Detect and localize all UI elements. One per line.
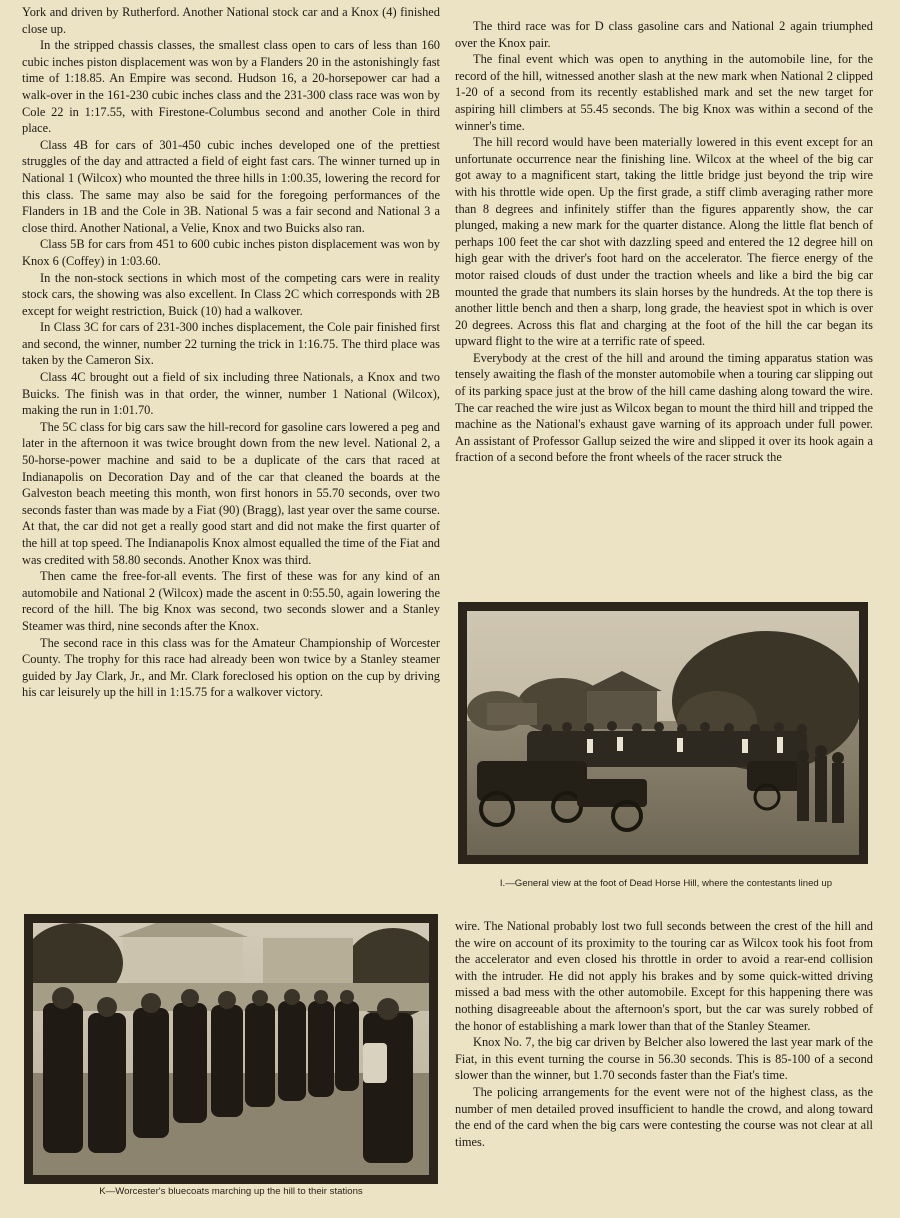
- paragraph: In the stripped chassis classes, the smallest class open to cars of less than 160 cubic inches piston displacement was won by a Flanders 20 in the astonishingly fast time of 1:18.85. An Empire was second. Hudson 16, a 20-horsepower car had a walk-over in the 161-230 cubic inches class and the 231-300 class race was won by Cole 22 in 1:17.55, with Firestone-Columbus second and another Cole in third place.: [22, 38, 440, 136]
- paragraph: In the non-stock sections in which most of the competing cars were in reality stock cars, the showing was also excellent. In Class 2C which corresponds with 2B except for weight restriction, Buick (10) had a walkover.: [22, 270, 440, 318]
- figure-2-photo: [24, 914, 438, 1184]
- paragraph: The second race in this class was for the Amateur Championship of Worcester County. The trophy for this race had already been won twice by a Stanley steamer guided by Jay Clark, Jr., and Mr. Clark foreclosed his option on the cup by driving his car leisurely up the hill in 1:15.75 for a walkover victory.: [22, 635, 440, 700]
- paragraph: The hill record would have been materially lowered in this event except for an unfortunate occurrence near the finishing line. Wilcox at the wheel of the big car got away to a magnificent start, taking the little bridge just beyond the trip wire with his throttle wide open. Up the first grade, a stiff climb averaging rather more than 8 degrees and infinitely stiffer than the figures apparently show, the car plunged, making a new mark for the quarter distance. Along the little flat bench of perhaps 100 feet the car shot with dazzling speed and entered the 12 degree hill on high gear with the driver's foot hard on the accelerator. The fierce energy of the motor raised clouds of dust under the traction wheels and like a bird the big car mounted the grade that numbers its slain horses by the hundreds. At the top there is another little bench and then a sharp, long grade, the heaviest spot in which is over 20 degrees. Across this flat and charging at the foot of the hill the car began its upward flight to the wire at a terrific rate of speed.: [455, 135, 873, 349]
- right-column-text-bottom: [455, 918, 873, 1150]
- paragraph: In Class 3C for cars of 231-300 inches displacement, the Cole pair finished first and second, the winner, number 22 turning the trick in 1:16.75. The third place was taken by the Cameron Six.: [22, 320, 440, 368]
- figure-2-caption: K—Worcester's bluecoats marching up the hill to their stations: [99, 1186, 363, 1197]
- paragraph: The policing arrangements for the event were not of the highest class, as the number of men detailed proved insufficient to handle the crowd, and along toward the end of the card when the big cars were contesting the course was not clear at all times.: [455, 1084, 873, 1149]
- paragraph: Class 4B for cars of 301-450 cubic inches developed one of the prettiest struggles of the day and attracted a field of eight fast cars. The winner turned up in National 1 (Wilcox) who mounted the three hills in 1:00.35, lowering the record for this class. The same may also be said for the foregoing performances of the Flanders in 1B and the Cole in 3B. National 5 was a fair second and National 3 a close third. Another National, a Velie, Knox and two Buicks also ran.: [22, 137, 440, 235]
- paragraph: Class 4C brought out a field of six including three Nationals, a Knox and two Buicks. The finish was in that order, the winner, number 1 National (Wilcox), making the run in 1:01.70.: [22, 370, 440, 418]
- paragraph: The 5C class for big cars saw the hill-record for gasoline cars lowered a peg and later in the afternoon it was twice brought down from the new level. National 2, a 50-horse-power machine and said to be a duplicate of the cars that raced at Indianapolis on Decoration Day and of the car that cleaned the boards at the Galveston beach meeting this month, won first honors in 55.70 seconds, over two seconds faster than was made by a Fiat (90) (Bragg), last year over the same course. At that, the car did not get a really good start and did not make the first quarter of the hill at top speed. The Indianapolis Knox almost equalled the time of the Fiat and was credited with 58.80 seconds. Another Knox was third.: [22, 419, 440, 567]
- paragraph: Class 5B for cars from 451 to 600 cubic inches piston displacement was won by Knox 6 (Coffey) in 1:03.60.: [22, 237, 440, 268]
- hill-crowd-photo: [467, 611, 859, 855]
- paragraph: Then came the free-for-all events. The first of these was for any kind of an automobile and National 2 (Wilcox) made the ascent in 0:55.50, again lowering the record of the hill. The big Knox was second, two seconds slower and a Stanley Steamer was third, nine seconds after the Knox.: [22, 569, 440, 633]
- paragraph: York and driven by Rutherford. Another National stock car and a Knox (4) finished close up.: [22, 5, 440, 36]
- figure-1-photo: [458, 602, 868, 864]
- police-march-photo: [33, 923, 429, 1175]
- paragraph: Knox No. 7, the big car driven by Belcher also lowered the last year mark of the Fiat, in this event turning the course in 56.30 seconds. This is 85-100 of a second slower than the winner, but 1.70 seconds faster than the Fiat's time.: [455, 1035, 873, 1083]
- left-column-text: [22, 4, 440, 701]
- figure-1-caption: I.—General view at the foot of Dead Horse Hill, where the contestants lined up: [499, 878, 833, 889]
- paragraph: The final event which was open to anything in the automobile line, for the record of the hill, witnessed another slash at the new mark when National 2 clipped 1-20 of a second from its recently established mark and set the new target for aspiring hill climbers at 55.45 seconds. The big Knox was within a second of the winner's time.: [455, 52, 873, 133]
- right-column-text-top: [455, 18, 873, 466]
- paragraph: The third race was for D class gasoline cars and National 2 again triumphed over the Knox pair.: [455, 19, 873, 50]
- paragraph: wire. The National probably lost two full seconds between the crest of the hill and the wire on account of its proximity to the touring car as Wilcox took his foot from the accelerator and even closed his throttle in order to avoid a rear-end collision with the intruder. He did not apply his brakes and by some quick-witted driving missed a bad mess with the other automobile. Except for this happening there was nothing disagreeable about the afternoon's sport, but the car was surely robbed of the honor of establishing a mark lower than that of the Stanley Steamer.: [455, 919, 873, 1033]
- paragraph: Everybody at the crest of the hill and around the timing apparatus station was tensely awaiting the flash of the monster automobile when a touring car slipping out of its parking space just at the brow of the hill came dashing along toward the wire. The car reached the wire just as Wilcox began to mount the third hill and tripped the machine as the National's exhaust gave warning of its approach under full power. An assistant of Professor Gallup seized the wire and slipped it over its hook again a fraction of a second before the front wheels of the racer struck the: [455, 350, 873, 465]
